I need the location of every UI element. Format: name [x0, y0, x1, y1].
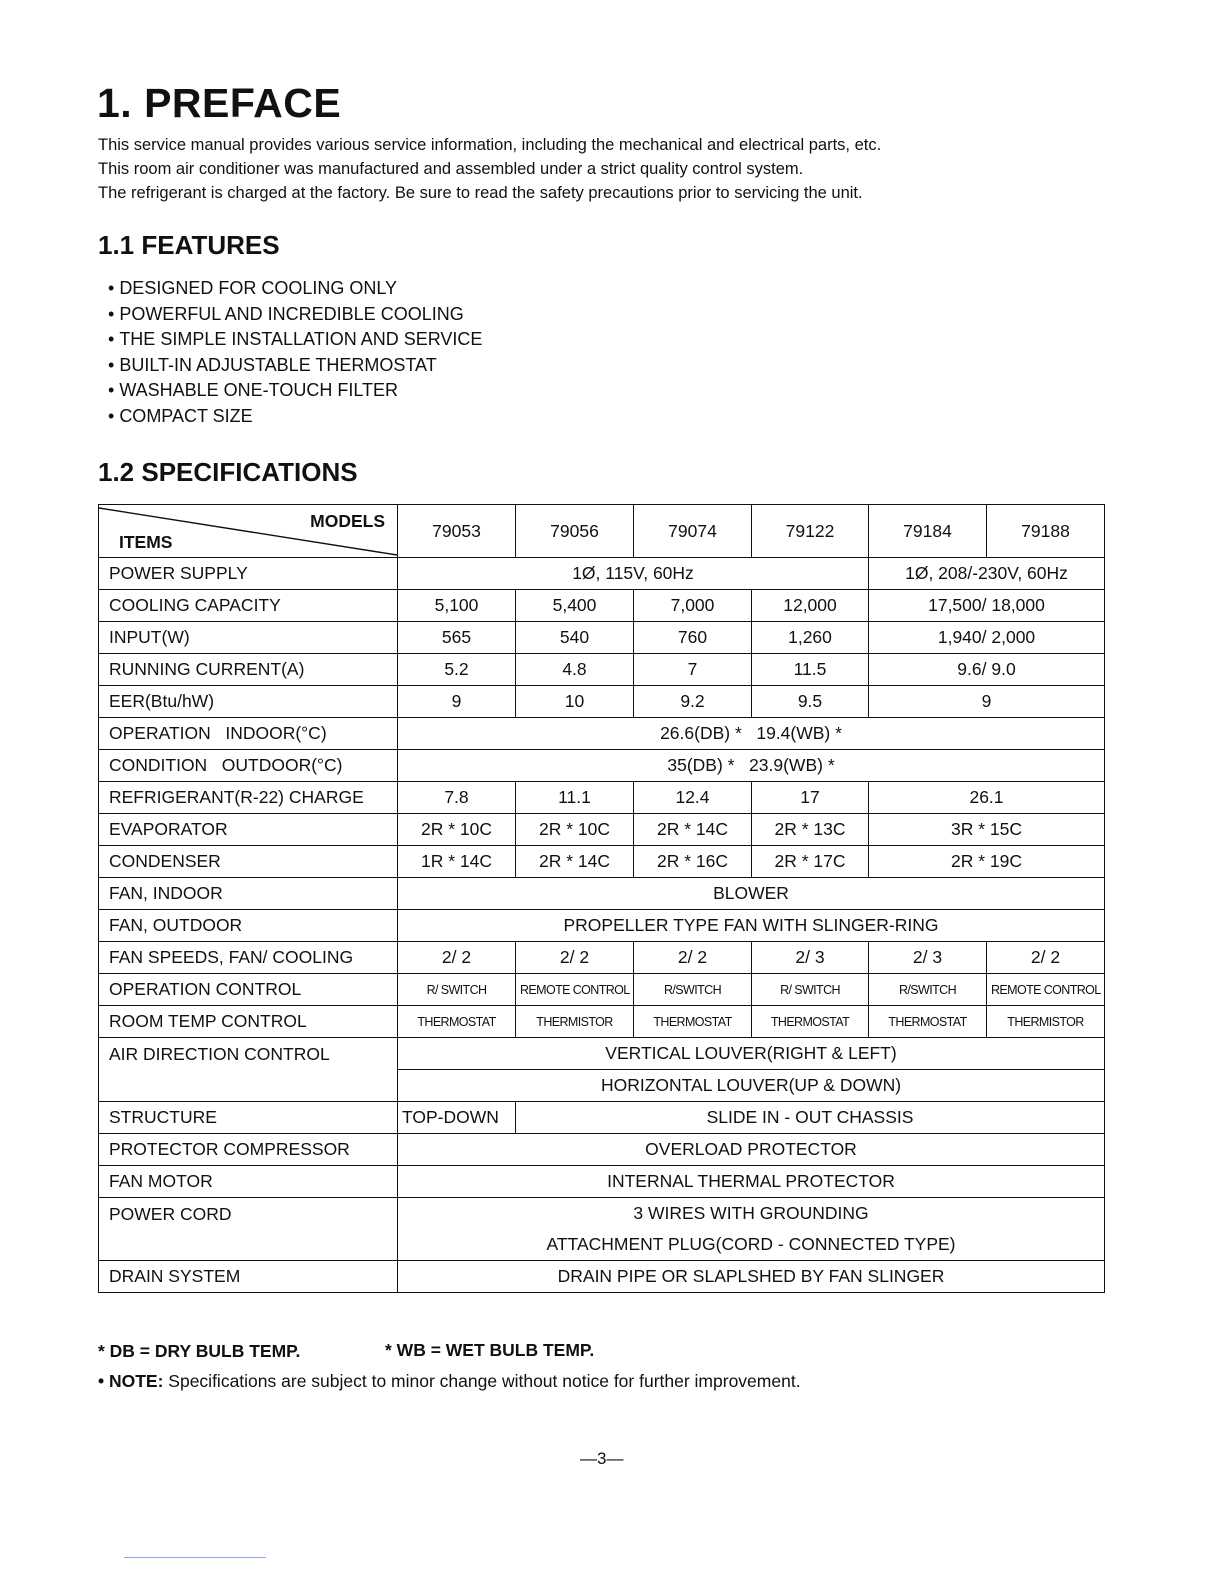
- table-row: [99, 1166, 1105, 1198]
- row-label: FAN SPEEDS, FAN/ COOLING: [99, 942, 398, 974]
- table-cell: 2R * 19C: [869, 846, 1105, 878]
- table-cell: 1R * 14C: [398, 846, 516, 878]
- table-cell: VERTICAL LOUVER(RIGHT & LEFT): [398, 1038, 1105, 1070]
- row-label: EVAPORATOR: [99, 814, 398, 846]
- row-label: ROOM TEMP CONTROL: [99, 1006, 398, 1038]
- table-row: [99, 718, 1105, 750]
- row-label: FAN, INDOOR: [99, 878, 398, 910]
- table-cell: SLIDE IN - OUT CHASSIS: [516, 1102, 1105, 1134]
- table-row: [99, 814, 1105, 846]
- row-label: REFRIGERANT(R-22) CHARGE: [99, 782, 398, 814]
- row-label: RUNNING CURRENT(A): [99, 654, 398, 686]
- table-row: [99, 942, 1105, 974]
- table-row: [99, 782, 1105, 814]
- table-cell: 2R * 10C: [398, 814, 516, 846]
- row-label: PROTECTOR COMPRESSOR: [99, 1134, 398, 1166]
- table-cell: 9: [398, 686, 516, 718]
- note-label: • NOTE:: [98, 1371, 164, 1391]
- table-cell: 2/ 2: [634, 942, 752, 974]
- table-cell: 2/ 2: [516, 942, 634, 974]
- feature-item: • POWERFUL AND INCREDIBLE COOLING: [108, 302, 482, 328]
- table-cell: 5,100: [398, 590, 516, 622]
- table-cell: DRAIN PIPE OR SLAPLSHED BY FAN SLINGER: [398, 1261, 1105, 1293]
- table-row: [99, 1134, 1105, 1166]
- table-cell: 760: [634, 622, 752, 654]
- table-cell: TOP-DOWN: [398, 1102, 516, 1134]
- table-cell: THERMOSTAT: [752, 1006, 869, 1038]
- model-header: 79053: [398, 505, 516, 558]
- table-cell: BLOWER: [398, 878, 1105, 910]
- row-label: OPERATION CONTROL: [99, 974, 398, 1006]
- table-row: [99, 1198, 1105, 1230]
- row-label: INPUT(W): [99, 622, 398, 654]
- bottom-rule: [124, 1557, 266, 1558]
- page-number: —3—: [580, 1449, 624, 1468]
- row-label: OPERATION INDOOR(°C): [99, 718, 398, 750]
- table-cell: 7,000: [634, 590, 752, 622]
- table-cell: 2/ 2: [987, 942, 1105, 974]
- table-cell: 35(DB) * 23.9(WB) *: [398, 750, 1105, 782]
- table-cell: 2/ 3: [752, 942, 869, 974]
- table-row: [99, 558, 1105, 590]
- table-cell: ATTACHMENT PLUG(CORD - CONNECTED TYPE): [398, 1229, 1105, 1261]
- table-cell: R/ SWITCH: [752, 974, 869, 1006]
- models-label: MODELS: [310, 511, 385, 531]
- items-label: ITEMS: [119, 532, 173, 552]
- model-header: 79074: [634, 505, 752, 558]
- model-header: 79184: [869, 505, 987, 558]
- table-cell: OVERLOAD PROTECTOR: [398, 1134, 1105, 1166]
- row-label: AIR DIRECTION CONTROL: [99, 1038, 398, 1102]
- row-label: POWER SUPPLY: [99, 558, 398, 590]
- table-cell: 11.1: [516, 782, 634, 814]
- table-cell: 2/ 2: [398, 942, 516, 974]
- table-cell: 1Ø, 115V, 60Hz: [398, 558, 869, 590]
- table-cell: R/ SWITCH: [398, 974, 516, 1006]
- table-cell: 565: [398, 622, 516, 654]
- table-cell: 7.8: [398, 782, 516, 814]
- footnote-wet-bulb: * WB = WET BULB TEMP.: [385, 1340, 595, 1360]
- intro-line: This room air conditioner was manufactured and assembled under a strict quality control system.: [98, 160, 804, 178]
- table-cell: 9.2: [634, 686, 752, 718]
- specifications-table: [98, 504, 1105, 1293]
- note-text: Specifications are subject to minor change without notice for further improvement.: [163, 1371, 801, 1391]
- intro-line: The refrigerant is charged at the factory. Be sure to read the safety precautions prior to servicing the unit.: [98, 184, 863, 202]
- row-label: CONDENSER: [99, 846, 398, 878]
- footnote-dry-bulb: * DB = DRY BULB TEMP.: [98, 1341, 301, 1361]
- table-cell: INTERNAL THERMAL PROTECTOR: [398, 1166, 1105, 1198]
- row-label: COOLING CAPACITY: [99, 590, 398, 622]
- table-cell: 12.4: [634, 782, 752, 814]
- note-line: [98, 1371, 801, 1392]
- row-label: CONDITION OUTDOOR(°C): [99, 750, 398, 782]
- table-cell: 12,000: [752, 590, 869, 622]
- table-cell: THERMOSTAT: [398, 1006, 516, 1038]
- table-cell: 3 WIRES WITH GROUNDING: [398, 1198, 1105, 1230]
- feature-item: • COMPACT SIZE: [108, 404, 482, 430]
- feature-item: • WASHABLE ONE-TOUCH FILTER: [108, 378, 482, 404]
- table-cell: 17: [752, 782, 869, 814]
- page-title: 1. PREFACE: [97, 80, 342, 126]
- table-cell: 5,400: [516, 590, 634, 622]
- table-cell: 4.8: [516, 654, 634, 686]
- table-row: [99, 590, 1105, 622]
- feature-item: • THE SIMPLE INSTALLATION AND SERVICE: [108, 327, 482, 353]
- row-label: EER(Btu/hW): [99, 686, 398, 718]
- table-cell: R/SWITCH: [634, 974, 752, 1006]
- table-cell: 26.6(DB) * 19.4(WB) *: [398, 718, 1105, 750]
- table-cell: 9.5: [752, 686, 869, 718]
- table-cell: 11.5: [752, 654, 869, 686]
- table-cell: 2/ 3: [869, 942, 987, 974]
- table-row: [99, 846, 1105, 878]
- table-row: [99, 1006, 1105, 1038]
- intro-line: This service manual provides various service information, including the mechanical and electrical parts, etc.: [98, 136, 882, 154]
- table-cell: 2R * 14C: [516, 846, 634, 878]
- row-label: FAN, OUTDOOR: [99, 910, 398, 942]
- table-cell: 1Ø, 208/-230V, 60Hz: [869, 558, 1105, 590]
- table-cell: 7: [634, 654, 752, 686]
- features-heading: 1.1 FEATURES: [98, 230, 280, 260]
- corner-cell: [99, 505, 398, 558]
- table-cell: 2R * 13C: [752, 814, 869, 846]
- table-row: [99, 878, 1105, 910]
- table-cell: R/SWITCH: [869, 974, 987, 1006]
- row-label: POWER CORD: [99, 1198, 398, 1261]
- table-cell: THERMISTOR: [516, 1006, 634, 1038]
- feature-item: • DESIGNED FOR COOLING ONLY: [108, 276, 482, 302]
- table-cell: 5.2: [398, 654, 516, 686]
- model-header: 79122: [752, 505, 869, 558]
- table-cell: REMOTE CONTROL: [987, 974, 1105, 1006]
- table-cell: 2R * 17C: [752, 846, 869, 878]
- features-list: [108, 276, 482, 430]
- table-row: [99, 1038, 1105, 1070]
- model-header: 79056: [516, 505, 634, 558]
- table-cell: 9.6/ 9.0: [869, 654, 1105, 686]
- specifications-heading: 1.2 SPECIFICATIONS: [98, 457, 358, 487]
- table-cell: 1,260: [752, 622, 869, 654]
- table-cell: 3R * 15C: [869, 814, 1105, 846]
- table-cell: 9: [869, 686, 1105, 718]
- table-cell: 2R * 16C: [634, 846, 752, 878]
- table-header-row: [99, 505, 1105, 558]
- table-cell: THERMISTOR: [987, 1006, 1105, 1038]
- table-cell: THERMOSTAT: [869, 1006, 987, 1038]
- table-cell: 540: [516, 622, 634, 654]
- table-row: [99, 1261, 1105, 1293]
- model-header: 79188: [987, 505, 1105, 558]
- table-cell: 17,500/ 18,000: [869, 590, 1105, 622]
- table-row: [99, 974, 1105, 1006]
- table-cell: THERMOSTAT: [634, 1006, 752, 1038]
- table-row: [99, 1102, 1105, 1134]
- table-cell: 2R * 10C: [516, 814, 634, 846]
- table-cell: PROPELLER TYPE FAN WITH SLINGER-RING: [398, 910, 1105, 942]
- table-row: [99, 750, 1105, 782]
- table-cell: 10: [516, 686, 634, 718]
- row-label: DRAIN SYSTEM: [99, 1261, 398, 1293]
- table-cell: 1,940/ 2,000: [869, 622, 1105, 654]
- table-row: [99, 686, 1105, 718]
- table-cell: REMOTE CONTROL: [516, 974, 634, 1006]
- table-row: [99, 622, 1105, 654]
- table-row: [99, 910, 1105, 942]
- feature-item: • BUILT-IN ADJUSTABLE THERMOSTAT: [108, 353, 482, 379]
- row-label: STRUCTURE: [99, 1102, 398, 1134]
- table-cell: 26.1: [869, 782, 1105, 814]
- intro-paragraph: [98, 133, 881, 205]
- table-cell: HORIZONTAL LOUVER(UP & DOWN): [398, 1070, 1105, 1102]
- table-cell: 2R * 14C: [634, 814, 752, 846]
- row-label: FAN MOTOR: [99, 1166, 398, 1198]
- table-row: [99, 654, 1105, 686]
